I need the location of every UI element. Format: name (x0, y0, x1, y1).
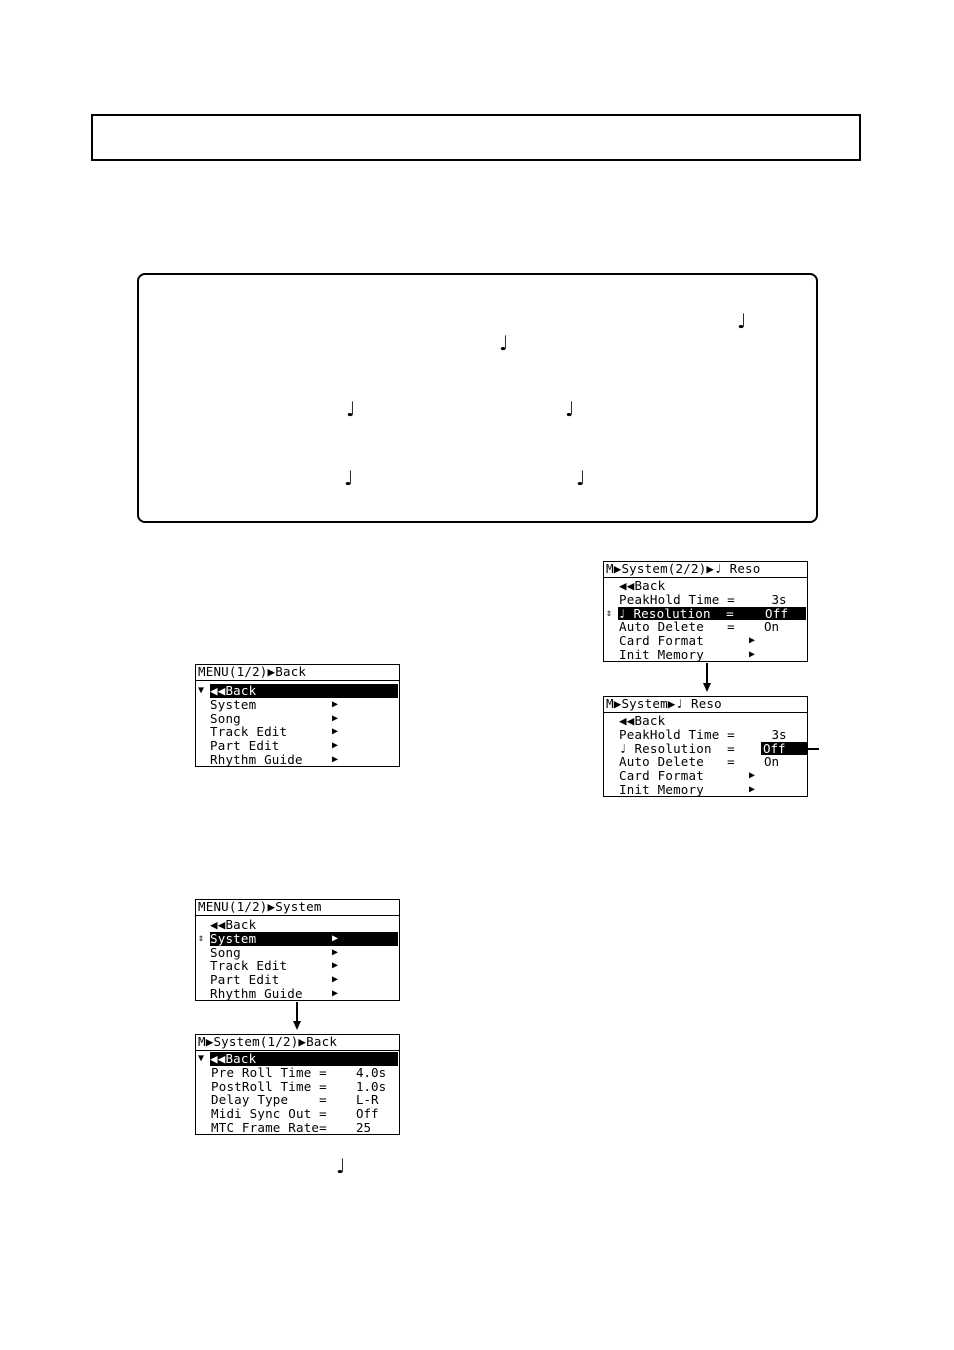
submenu-arrow-icon: ▶ (332, 974, 339, 986)
setting-init-memory[interactable]: Init Memory (619, 782, 704, 797)
quarter-note-icon: ♩ (346, 397, 356, 421)
setting-delay-type[interactable]: Delay Type = (211, 1092, 327, 1108)
menu-item-track-edit[interactable]: Track Edit (210, 958, 288, 974)
down-arrow-icon (703, 683, 711, 692)
submenu-arrow-icon: ▶ (332, 960, 339, 972)
scroll-down-icon: ▼ (198, 685, 205, 696)
lcd-header: M▶System(2/2)▶♩ Reso (604, 562, 807, 578)
scroll-down-icon: ▼ (198, 1053, 205, 1064)
menu-item-rhythm-guide[interactable]: Rhythm Guide (210, 752, 303, 767)
submenu-arrow-icon: ▶ (332, 946, 339, 958)
menu-item-song[interactable]: Song (210, 944, 241, 960)
lcd-screen-system-page1 (195, 1034, 400, 1135)
menu-item-back[interactable]: ◀◀Back (619, 713, 666, 728)
menu-item-back[interactable]: ◀◀Back (210, 917, 257, 932)
setting-value: L-R (356, 1092, 379, 1108)
callout-line (808, 748, 819, 750)
lcd-screen-menu-system (195, 899, 400, 1001)
menu-item-system[interactable]: System ▶ (210, 932, 398, 946)
lcd-header: MENU(1/2)▶Back (196, 665, 399, 681)
scroll-updown-icon: ⇕ (606, 607, 613, 619)
setting-value-editing[interactable]: Off (761, 742, 807, 756)
menu-item-track-edit[interactable]: Track Edit (210, 724, 288, 740)
down-arrow-icon (293, 1021, 301, 1030)
setting-value: Off (356, 1106, 379, 1122)
setting-postroll-time[interactable]: PostRoll Time = (211, 1078, 327, 1094)
menu-item-back[interactable]: ◀◀Back (619, 578, 666, 593)
setting-card-format[interactable]: Card Format (619, 633, 704, 649)
setting-value: 4.0s (356, 1064, 387, 1080)
submenu-arrow-icon: ▶ (332, 698, 339, 710)
quarter-note-icon: ♩ (576, 466, 586, 490)
setting-init-memory[interactable]: Init Memory (619, 647, 704, 662)
setting-pre-roll-time[interactable]: Pre Roll Time = (211, 1064, 327, 1080)
setting-peakhold-time[interactable]: PeakHold Time = (619, 591, 735, 607)
menu-item-system[interactable]: System (210, 696, 257, 712)
quarter-note-icon: ♩ (344, 466, 354, 490)
menu-item-rhythm-guide[interactable]: Rhythm Guide (210, 986, 303, 1001)
lcd-header: M▶System▶♩ Reso (604, 697, 807, 713)
setting-auto-delete[interactable]: Auto Delete = (619, 619, 735, 635)
submenu-arrow-icon: ▶ (332, 740, 339, 752)
setting-value: On (764, 619, 780, 635)
note-box (137, 273, 818, 523)
menu-item-part-edit[interactable]: Part Edit (210, 972, 280, 988)
setting-mtc-frame-rate[interactable]: MTC Frame Rate= (211, 1120, 327, 1135)
menu-item-back[interactable]: ◀◀Back (210, 1052, 398, 1066)
quarter-note-icon: ♩ (499, 331, 509, 355)
quarter-note-icon: ♩ (565, 397, 575, 421)
setting-value: 3s (764, 591, 787, 607)
setting-resolution[interactable]: ♩ Resolution = Off (618, 607, 806, 621)
setting-peakhold-time[interactable]: PeakHold Time = (619, 726, 735, 742)
submenu-arrow-icon: ▶ (332, 754, 339, 765)
lcd-screen-reso-edit (603, 696, 808, 797)
flow-arrow-line (706, 663, 708, 685)
setting-value: 1.0s (356, 1078, 387, 1094)
setting-card-format[interactable]: Card Format (619, 768, 704, 784)
submenu-arrow-icon: ▶ (749, 635, 756, 647)
setting-value: Off (765, 605, 789, 621)
submenu-arrow-icon: ▶ (749, 649, 756, 660)
section-title-box (91, 114, 861, 161)
setting-auto-delete[interactable]: Auto Delete = (619, 754, 735, 770)
setting-value: 3s (764, 726, 787, 742)
quarter-note-icon: ♩ (336, 1154, 346, 1178)
lcd-screen-menu-back (195, 664, 400, 767)
submenu-arrow-icon: ▶ (749, 770, 756, 782)
menu-item-back[interactable]: ◀◀Back (210, 684, 398, 698)
setting-resolution[interactable]: ♩ Resolution = (619, 740, 735, 756)
quarter-note-icon: ♩ (737, 309, 747, 333)
setting-value: 25 (356, 1120, 372, 1135)
menu-item-part-edit[interactable]: Part Edit (210, 738, 280, 754)
lcd-header: MENU(1/2)▶System (196, 900, 399, 916)
setting-value: On (764, 754, 780, 770)
submenu-arrow-icon: ▶ (332, 932, 339, 944)
lcd-screen-system-page2 (603, 561, 808, 662)
submenu-arrow-icon: ▶ (332, 712, 339, 724)
submenu-arrow-icon: ▶ (332, 988, 339, 999)
setting-midi-sync-out[interactable]: Midi Sync Out = (211, 1106, 327, 1122)
menu-item-song[interactable]: Song (210, 710, 241, 726)
submenu-arrow-icon: ▶ (332, 726, 339, 738)
flow-arrow-line (296, 1002, 298, 1023)
scroll-updown-icon: ⇕ (198, 932, 205, 944)
lcd-header: M▶System(1/2)▶Back (196, 1035, 399, 1051)
submenu-arrow-icon: ▶ (749, 784, 756, 795)
